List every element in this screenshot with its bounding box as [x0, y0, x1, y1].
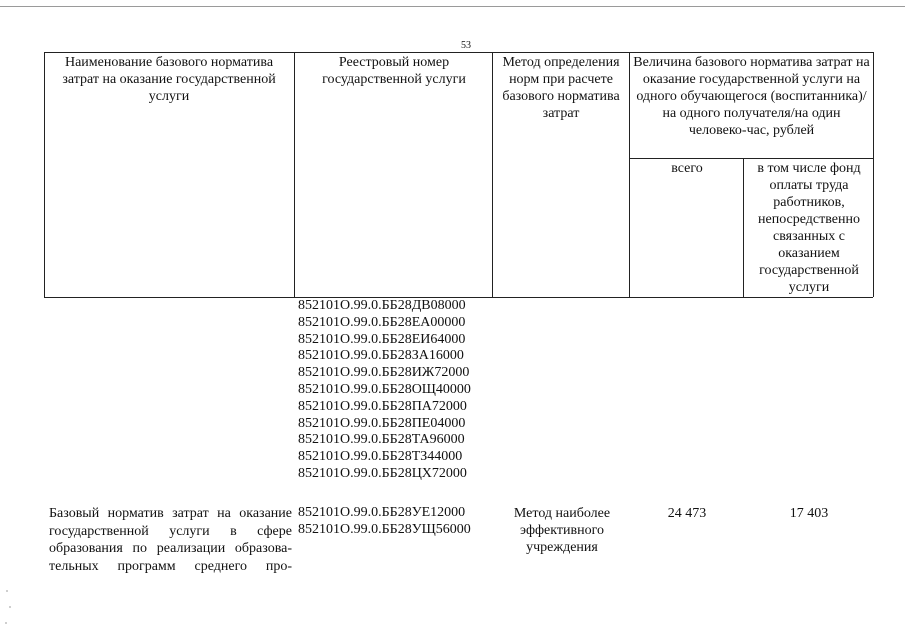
page-number: 53 — [461, 40, 471, 51]
scan-artifact — [6, 590, 8, 592]
registry-code: 852101О.99.0.ББ28ЦХ72000 — [298, 465, 467, 481]
registry-code: 852101О.99.0.ББ28ИЖ72000 — [298, 365, 470, 381]
row-registry-codes — [298, 505, 498, 539]
registry-code: 852101О.99.0.ББ28УЕ12000 — [298, 505, 466, 520]
registry-code: 852101О.99.0.ББ28ПА72000 — [298, 398, 467, 414]
registry-code: 852101О.99.0.ББ28ТА96000 — [298, 432, 465, 448]
row-description-line: Базовый норматив затрат на оказание — [49, 506, 292, 521]
header-total: всего — [671, 161, 703, 176]
scan-artifact — [5, 622, 7, 624]
row-payroll-value: 17 403 — [789, 506, 829, 521]
registry-code: 852101О.99.0.ББ28ОЩ40000 — [298, 381, 471, 397]
value-subheader-divider — [629, 158, 873, 159]
registry-code: 852101О.99.0.ББ28ЕИ64000 — [298, 331, 466, 347]
row-method: Метод наиболее эффективного учреждения — [513, 506, 611, 555]
top-rule — [0, 6, 905, 7]
row-description-line: образования по реализации образова- — [49, 541, 292, 556]
registry-code: 852101О.99.0.ББ28ДВ08000 — [298, 298, 466, 313]
registry-code: 852101О.99.0.ББ28ТЗ44000 — [298, 449, 463, 465]
table-right-border — [873, 52, 874, 297]
col-divider-3 — [629, 52, 630, 297]
header-registry-number: Реестровый номер государственной услуги — [322, 55, 466, 87]
table-top-border — [44, 52, 873, 53]
header-method: Метод определения норм при расчете базового норматива затрат — [502, 55, 620, 121]
row-description-line: государственной услуги в сфере — [49, 523, 292, 539]
scan-artifact — [9, 606, 11, 608]
row-total-value: 24 473 — [667, 506, 707, 521]
row-description-line: тельных программ среднего про- — [49, 558, 292, 574]
header-name: Наименование базового норматива затрат на оказание государственной услуги — [62, 55, 276, 104]
header-value: Величина базового норматива затрат на оказание государственной услуги на одного обучающегося (воспитанника)/на одного получателя/на один человеко-час, рублей — [633, 55, 870, 138]
registry-code: 852101О.99.0.ББ28ЕА00000 — [298, 314, 466, 330]
registry-code: 852101О.99.0.ББ28ПЕ04000 — [298, 415, 466, 431]
continued-registry-codes — [298, 298, 498, 483]
registry-code: 852101О.99.0.ББ28УЩ56000 — [298, 521, 471, 537]
header-payroll: в том числе фонд оплаты труда работников, непосредственно связанных с оказанием государственной услуги — [757, 161, 861, 295]
col-divider-2 — [492, 52, 493, 297]
col-divider-1 — [294, 52, 295, 297]
registry-code: 852101О.99.0.ББ28ЗА16000 — [298, 348, 464, 364]
table-left-border — [44, 52, 45, 297]
col-divider-4 — [743, 158, 744, 297]
row-description — [49, 505, 292, 575]
